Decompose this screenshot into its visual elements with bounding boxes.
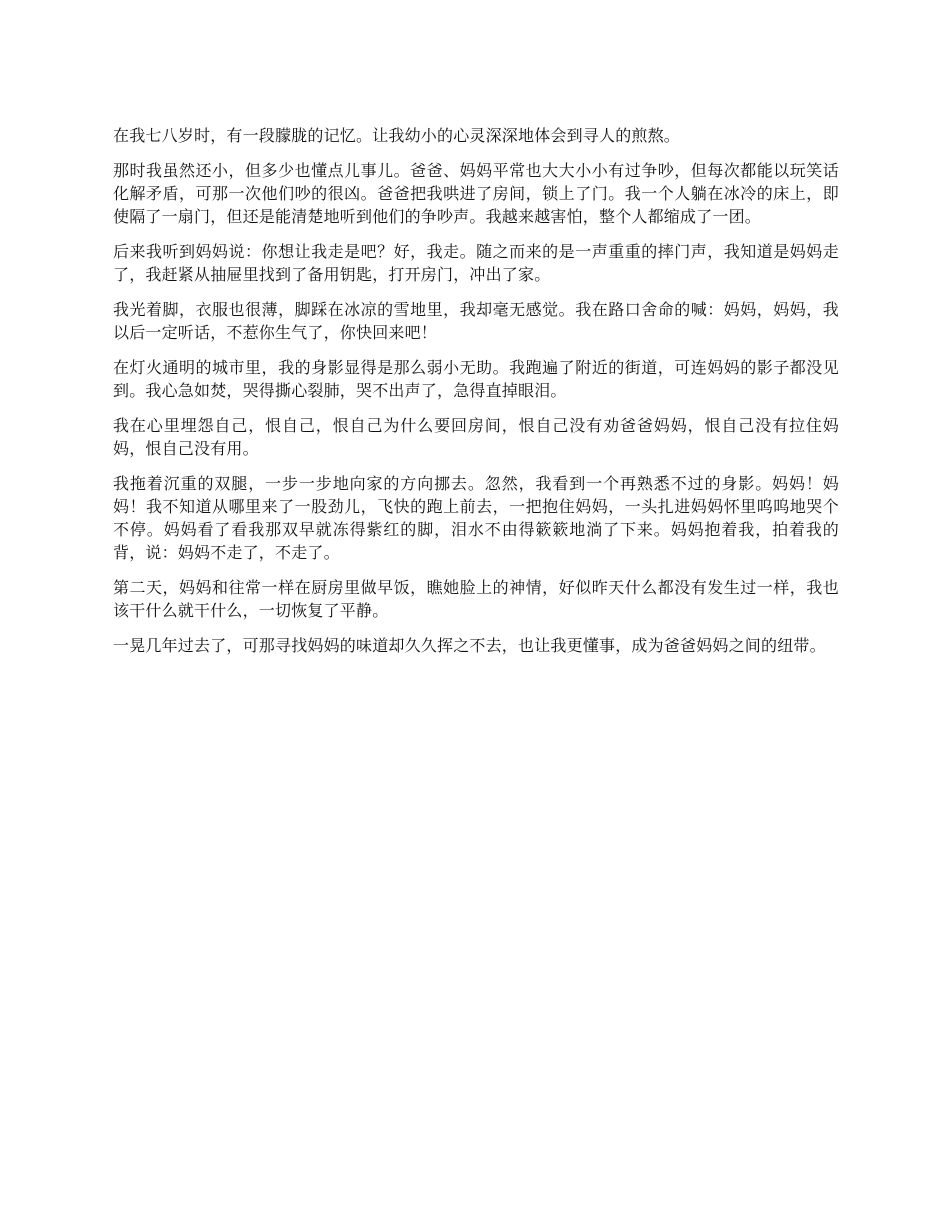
paragraph-5: 在灯火通明的城市里，我的身影显得是那么弱小无助。我跑遍了附近的街道，可连妈妈的影子都没见到。我心急如焚，哭得撕心裂肺，哭不出声了，急得直掉眼泪。 xyxy=(113,358,839,400)
paragraph-9: 一晃几年过去了，可那寻找妈妈的味道却久久挥之不去，也让我更懂事，成为爸爸妈妈之间的纽带。 xyxy=(113,636,826,655)
paragraph-3: 后来我听到妈妈说：你想让我走是吧？好，我走。随之而来的是一声重重的摔门声，我知道是妈妈走了，我赶紧从抽屉里找到了备用钥匙，打开房门，冲出了家。 xyxy=(113,242,839,284)
document-body xyxy=(113,124,839,669)
paragraph-6: 我在心里埋怨自己，恨自己，恨自己为什么要回房间，恨自己没有劝爸爸妈妈，恨自己没有拉住妈妈，恨自己没有用。 xyxy=(113,416,839,458)
paragraph-7: 我拖着沉重的双腿，一步一步地向家的方向挪去。忽然，我看到一个再熟悉不过的身影。妈妈！妈妈！我不知道从哪里来了一股劲儿，飞快的跑上前去，一把抱住妈妈，一头扎进妈妈怀里呜呜地哭个不停。妈妈看了看我那双早就冻得紫红的脚，泪水不由得簌簌地淌了下来。妈妈抱着我，拍着我的背，说：妈妈不走了，不走了。 xyxy=(113,474,839,562)
paragraph-1: 在我七八岁时，有一段朦胧的记忆。让我幼小的心灵深深地体会到寻人的煎熬。 xyxy=(113,126,681,145)
paragraph-8: 第二天，妈妈和往常一样在厨房里做早饭，瞧她脸上的神情，好似昨天什么都没有发生过一样，我也该干什么就干什么，一切恢复了平静。 xyxy=(113,578,839,620)
paragraph-4: 我光着脚，衣服也很薄，脚踩在冰凉的雪地里，我却毫无感觉。我在路口舍命的喊：妈妈，妈妈，我以后一定听话，不惹你生气了，你快回来吧！ xyxy=(113,300,839,342)
paragraph-2: 那时我虽然还小，但多少也懂点儿事儿。爸爸、妈妈平常也大大小小有过争吵，但每次都能以玩笑话化解矛盾，可那一次他们吵的很凶。爸爸把我哄进了房间，锁上了门。我一个人躺在冰冷的床上，即使隔了一扇门，但还是能清楚地听到他们的争吵声。我越来越害怕，整个人都缩成了一团。 xyxy=(113,161,839,226)
